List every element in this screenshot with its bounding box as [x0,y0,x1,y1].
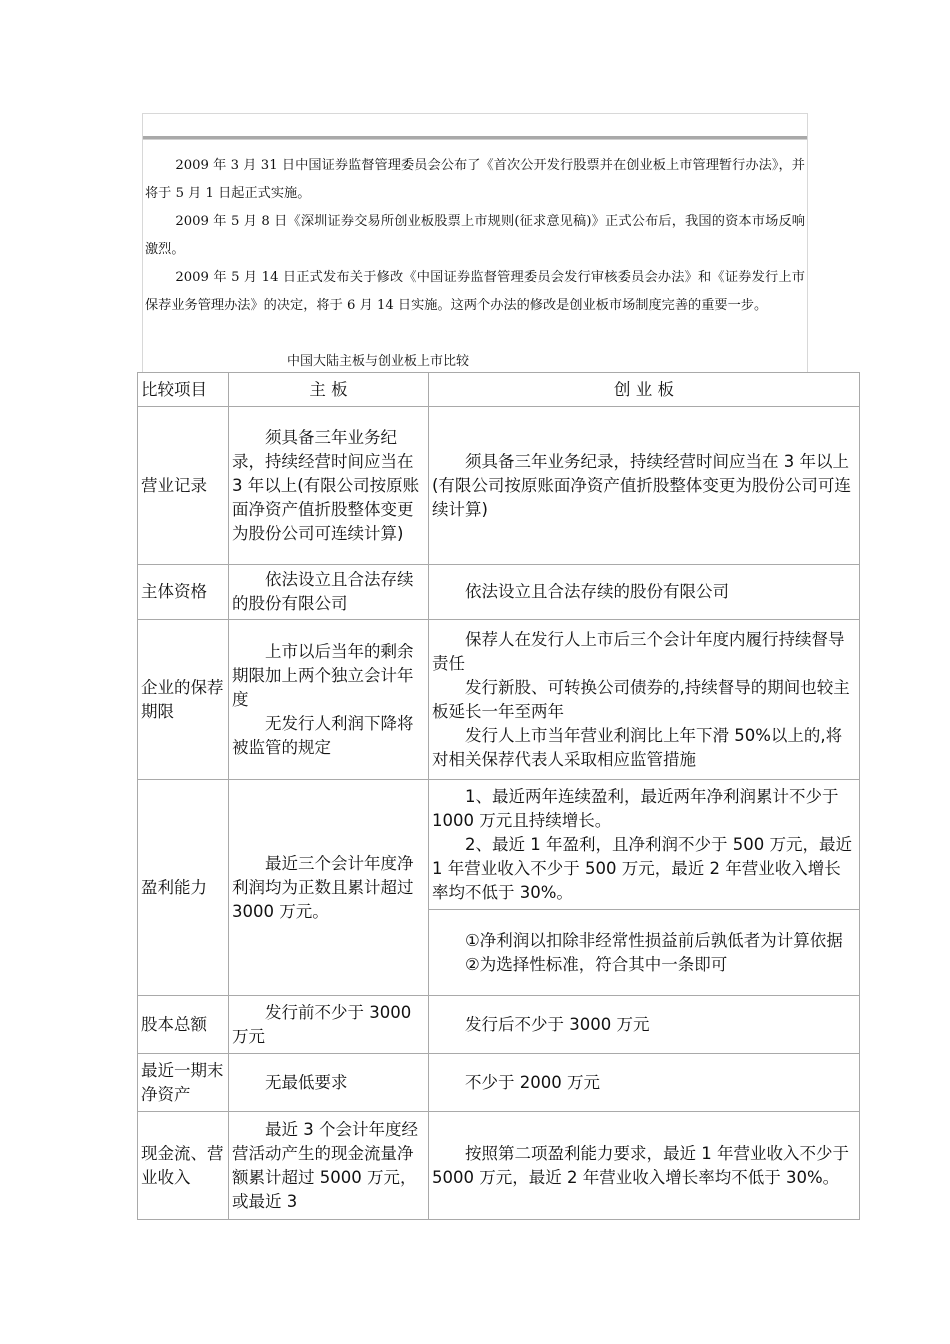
cell-text: 须具备三年业务纪录，持续经营时间应当在 3 年以上(有限公司按原账面净资产值折股整体变更为股份公司可连续计算) [432,451,851,519]
row-item-label: 营业记录 [138,407,229,565]
intro-paragraph-2: 2009 年 5 月 8 日《深圳证券交易所创业板股票上市规则(征求意见稿)》正式公布后，我国的资本市场反响激烈。 [145,214,805,257]
cell-text: 须具备三年业务纪录，持续经营时间应当在 3 年以上(有限公司按原账面净资产值折股整体变更为股份公司可连续计算) [232,427,420,543]
cell-text: 2、最近 1 年盈利，且净利润不少于 500 万元，最近 1 年营业收入不少于 500 万元，最近 2 年营业收入增长率均不低于 30%。 [432,834,852,902]
gem-board-note-cell [429,910,860,996]
main-board-cell [229,780,429,996]
table-row [138,565,860,620]
row-item-label: 现金流、营业收入 [138,1112,229,1220]
table-header-row [138,373,860,407]
table-row [138,996,860,1054]
gem-board-cell [429,620,860,780]
intro-text [145,152,805,320]
cell-text: 无最低要求 [265,1072,348,1092]
table-row [138,407,860,565]
cell-text: ①净利润以扣除非经常性损益前后孰低者为计算依据 [465,930,843,950]
cell-text: 依法设立且合法存续的股份有限公司 [465,582,729,601]
cell-text: 最近三个会计年度净利润均为正数且累计超过 3000 万元。 [232,853,414,921]
row-item-label: 主体资格 [138,565,229,620]
cell-text: 1、最近两年连续盈利，最近两年净利润累计不少于 1000 万元且持续增长。 [432,786,839,830]
header-item: 比较项目 [138,373,229,407]
cell-text: 上市以后当年的剩余期限加上两个独立会计年度 [232,641,414,709]
main-board-cell [229,1112,429,1220]
cell-text: 最近 3 个会计年度经营活动产生的现金流量净额累计超过 5000 万元，或最近 3 [232,1119,418,1211]
intro-paragraph-1: 2009 年 3 月 31 日中国证券监督管理委员会公布了《首次公开发行股票并在创业板上市管理暂行办法》，并将于 5 月 1 日起正式实施。 [145,158,805,201]
gem-board-cell [429,1112,860,1220]
header-gem-board: 创 业 板 [429,373,860,407]
gem-board-cell [429,1054,860,1112]
table-row [138,1112,860,1220]
cell-text: 发行后不少于 3000 万元 [465,1014,650,1034]
main-board-cell [229,1054,429,1112]
header-main-board: 主 板 [229,373,429,407]
intro-paragraph-3: 2009 年 5 月 14 日正式发布关于修改《中国证券监督管理委员会发行审核委员会办法》和《证券发行上市保荐业务管理办法》的决定，将于 6 月 14 日实施。这两个办法的修改是创业板市场制度完善的重要一步。 [145,270,805,313]
table-row [138,620,860,780]
row-item-label: 最近一期末净资产 [138,1054,229,1112]
cell-text: 无发行人利润下降将被监管的规定 [232,713,414,757]
table-caption: 中国大陆主板与创业板上市比较 [286,354,469,369]
cell-text: 发行新股、可转换公司债券的,持续督导的期间也较主板延长一年至两年 [432,677,850,721]
cell-text: 不少于 2000 万元 [465,1072,600,1092]
row-item-label: 股本总额 [138,996,229,1054]
table-row [138,1054,860,1112]
cell-text: 发行人上市当年营业利润比上年下滑 50%以上的,将对相关保荐代表人采取相应监管措施 [432,725,843,769]
gem-board-cell [429,996,860,1054]
comparison-table [137,372,860,1220]
cell-text: ②为选择性标准，符合其中一条即可 [465,954,728,974]
row-item-label: 盈利能力 [138,780,229,996]
intro-box [142,113,808,373]
main-board-cell [229,407,429,565]
table-row [138,780,860,910]
cell-text: 保荐人在发行人上市后三个会计年度内履行持续督导责任 [432,629,845,673]
cell-text: 发行前不少于 3000 万元 [232,1002,412,1046]
main-board-cell [229,620,429,780]
main-board-cell [229,996,429,1054]
gem-board-cell [429,780,860,910]
horizontal-rule [143,136,807,140]
gem-board-cell [429,407,860,565]
main-board-cell [229,565,429,620]
gem-board-cell [429,565,860,620]
cell-text: 按照第二项盈利能力要求，最近 1 年营业收入不少于 5000 万元，最近 2 年营业收入增长率均不低于 30%。 [432,1143,849,1187]
cell-text: 依法设立且合法存续的股份有限公司 [232,570,414,613]
row-item-label: 企业的保荐期限 [138,620,229,780]
